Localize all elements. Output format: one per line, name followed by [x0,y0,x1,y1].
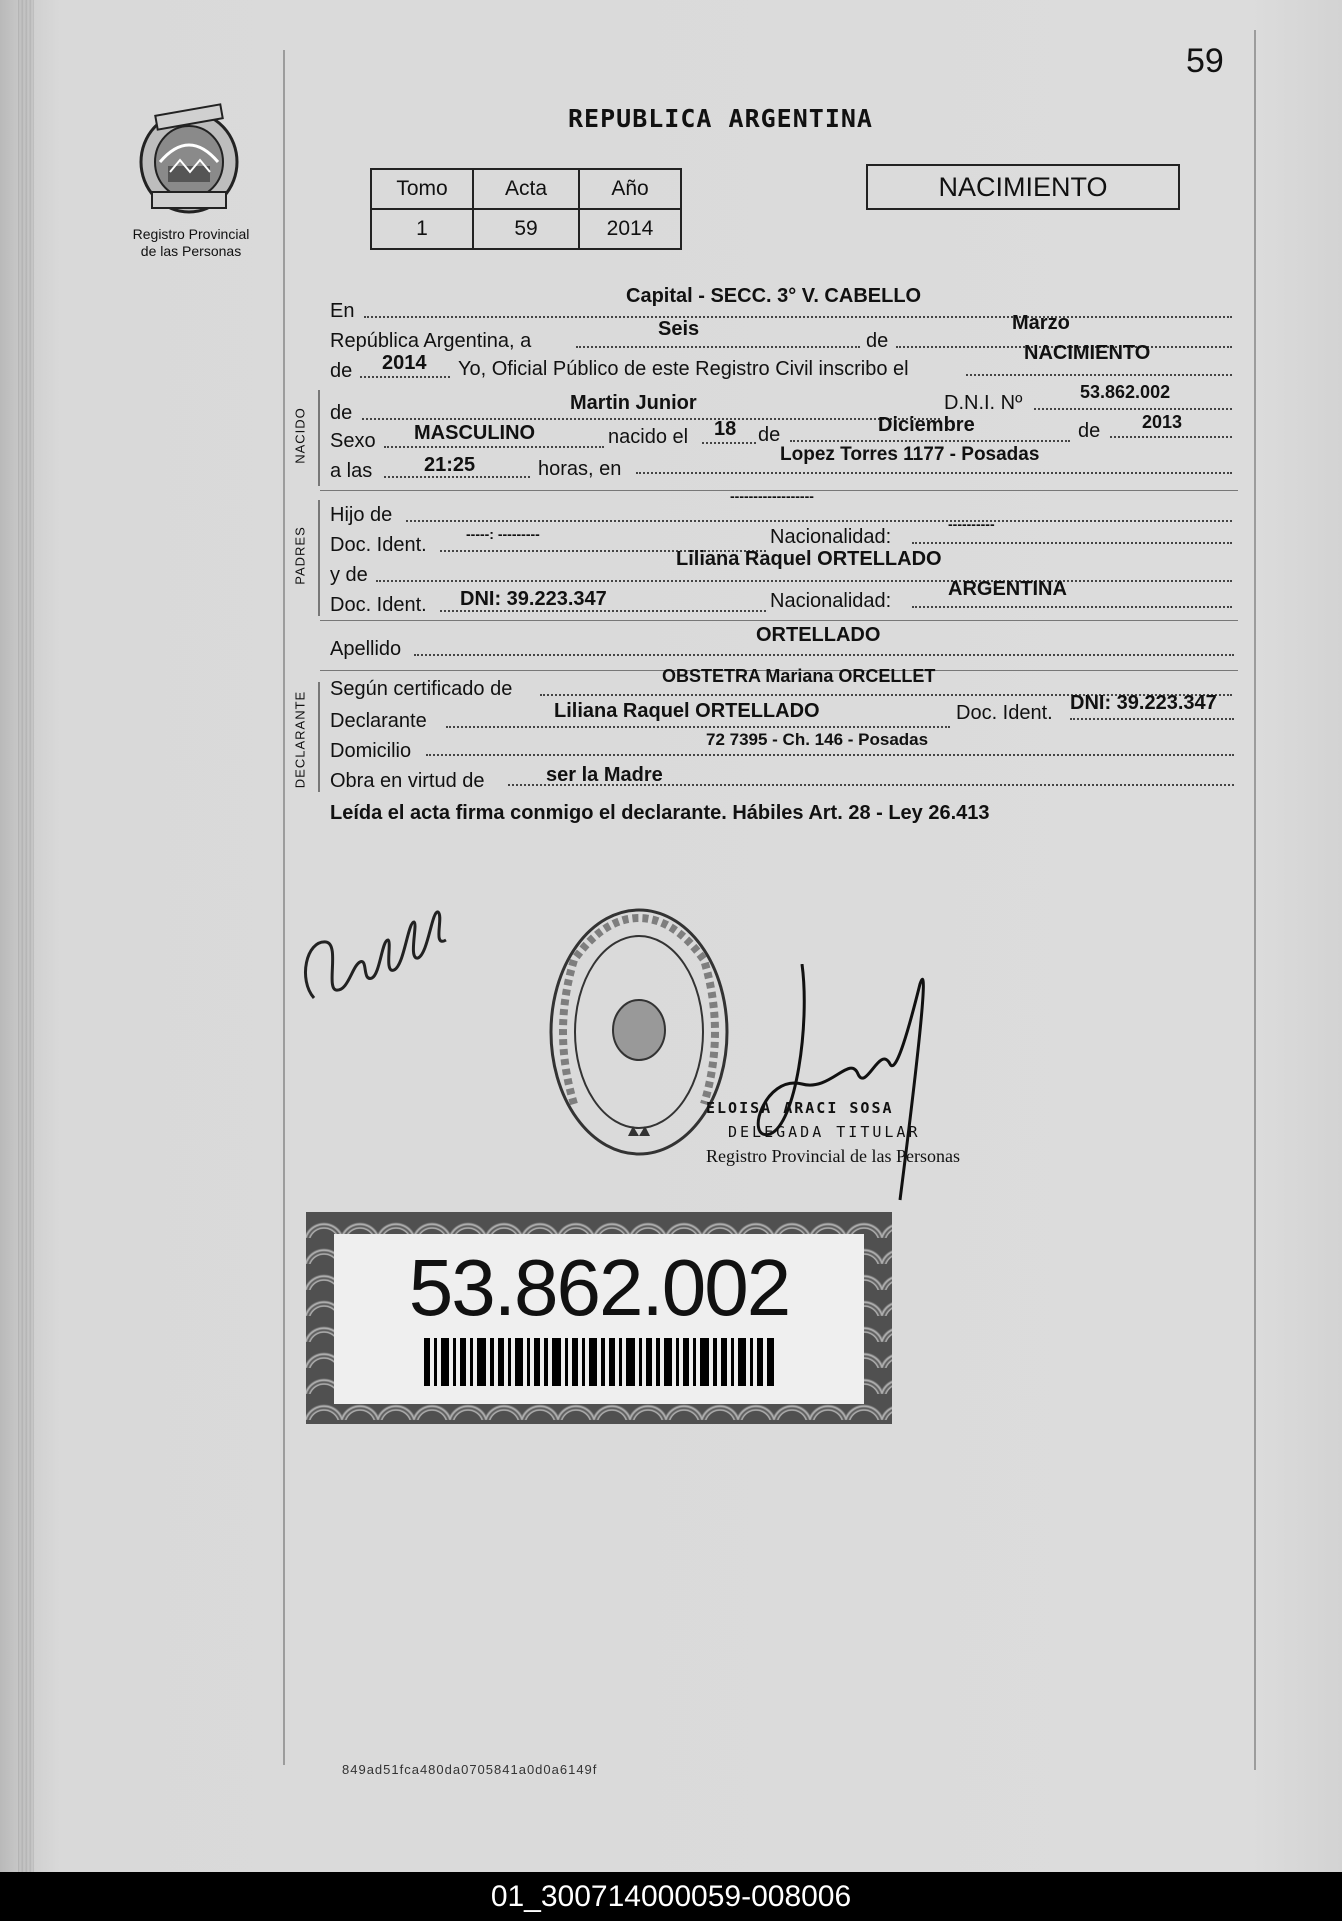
declarante-bracket [318,682,320,792]
birth-day-value: 18 [714,418,737,440]
birth-year-value: 2013 [1142,412,1183,432]
dotted-line [576,346,860,348]
dotted-line [1110,436,1232,438]
barcode-panel [334,1234,864,1404]
sexo-value: MASCULINO [414,422,536,444]
father-doc-value: -----: --------- [466,526,540,542]
birth-time-value: 21:25 [424,454,476,476]
dotted-line [912,606,1232,608]
dotted-line [1070,718,1234,720]
nacido-el-label: nacido el [608,426,689,448]
official-name: ELOISA ARACI SOSA [706,1099,894,1117]
dotted-line [966,374,1232,376]
hijo-label: Hijo de [330,504,393,526]
left-margin-line [283,50,285,1765]
mother-nat-value: ARGENTINA [948,578,1067,600]
table-header-acta: Acta [473,169,579,209]
table-cell-acta: 59 [473,209,579,249]
year-value: 2014 [382,352,427,374]
father-name-value: ------------------ [730,488,814,504]
page-stack-edge [18,0,34,1872]
domicilio-label: Domicilio [330,740,412,762]
id-barcode-label [306,1212,892,1424]
barcode-number: 53.862.002 [408,1243,790,1332]
dotted-line [702,442,756,444]
padres-bracket [318,500,320,616]
table-row [371,209,681,249]
place-value: Capital - SECC. 3° V. CABELLO [626,285,922,307]
record-table [370,168,682,250]
table-header-ano: Año [579,169,681,209]
birth-place-value: Lopez Torres 1177 - Posadas [780,444,1040,465]
republica-label: República Argentina, a [330,330,532,352]
table-cell-tomo: 1 [371,209,473,249]
sexo-label: Sexo [330,430,376,452]
declarante-section-label: DECLARANTE [292,690,308,789]
father-nat-value: ---------- [948,516,995,532]
dotted-line [360,376,450,378]
page-number: 59 [1186,42,1224,80]
mother-name-value: Liliana Raquel ORTELLADO [676,548,942,570]
nacido-de-label: de [330,402,353,424]
obra-value: ser la Madre [546,764,663,786]
dotted-line [446,726,950,728]
dotted-line [1034,408,1232,410]
registry-line-1: Registro Provincial [132,226,250,242]
country-title: REPUBLICA ARGENTINA [568,104,873,133]
official-signature [740,964,940,1204]
dotted-line [912,542,1232,544]
de2-label: de [330,360,353,382]
apellido-label: Apellido [330,638,402,660]
declarant-signature [296,870,456,1020]
de-label: de [866,330,889,352]
en-label: En [330,300,355,322]
dotted-line [362,418,940,420]
time-label: a las [330,460,373,482]
dotted-line [426,754,1234,756]
de-label: de [1078,420,1101,442]
officer-text: Yo, Oficial Público de este Registro Civil inscribo el [458,358,909,380]
section-separator [320,620,1238,621]
dotted-line [406,520,1232,522]
dotted-line [384,446,604,448]
registry-line-2: de las Personas [140,243,242,259]
padres-section-label: PADRES [292,526,308,585]
domicilio-value: 72 7395 - Ch. 146 - Posadas [706,730,929,749]
child-name-value: Martin Junior [570,392,697,414]
table-header-row [371,169,681,209]
dotted-line [364,316,1232,318]
mother-doc-value: DNI: 39.223.347 [460,588,607,610]
official-office: Registro Provincial de las Personas [706,1146,960,1166]
child-dni-value: 53.862.002 [1080,382,1171,402]
month-value: Marzo [1012,312,1070,334]
table-cell-ano: 2014 [579,209,681,249]
footer-file-id: 01_300714000059-008006 [0,1872,1342,1921]
dotted-line [376,580,1232,582]
right-margin-line [1254,30,1256,1770]
table-header-tomo: Tomo [371,169,473,209]
day-value: Seis [658,318,700,340]
nacido-section-label: NACIDO [292,407,308,464]
document-hash: 849ad51fca480da0705841a0d0a6149f [342,1762,598,1777]
apellido-value: ORTELLADO [756,624,881,646]
inscribe-value: NACIMIENTO [1024,342,1151,364]
registry-name [116,226,266,260]
doc1-label: Doc. Ident. [330,534,427,556]
official-title: DELEGADA TITULAR [728,1123,921,1141]
nacido-bracket [318,390,320,486]
cert-value: OBSTETRA Mariana ORCELLET [662,666,936,686]
dotted-line [636,472,1232,474]
doc2-label: Doc. Ident. [330,594,427,616]
birth-month-value: Diciembre [878,414,975,436]
place-label: horas, en [538,458,622,480]
obra-label: Obra en virtud de [330,770,485,792]
nac2-label: Nacionalidad: [770,590,892,612]
yde-label: y de [330,564,368,586]
cert-label: Según certificado de [330,678,513,700]
decl-doc-label: Doc. Ident. [956,702,1053,724]
declarante-value: Liliana Raquel ORTELLADO [554,700,820,722]
official-block [706,1096,960,1168]
dni-label: D.N.I. Nº [944,392,1023,414]
legal-text: Leída el acta firma conmigo el declarante. Hábiles Art. 28 - Ley 26.413 [330,802,990,824]
province-seal-icon [130,100,248,218]
de-label: de [758,424,781,446]
record-type-badge: NACIMIENTO [866,164,1180,210]
barcode-icon [424,1338,774,1386]
declarante-label: Declarante [330,710,427,732]
nac1-label: Nacionalidad: [770,526,892,548]
dotted-line [414,654,1234,656]
dotted-line [790,440,1070,442]
decl-doc-value: DNI: 39.223.347 [1070,692,1217,714]
